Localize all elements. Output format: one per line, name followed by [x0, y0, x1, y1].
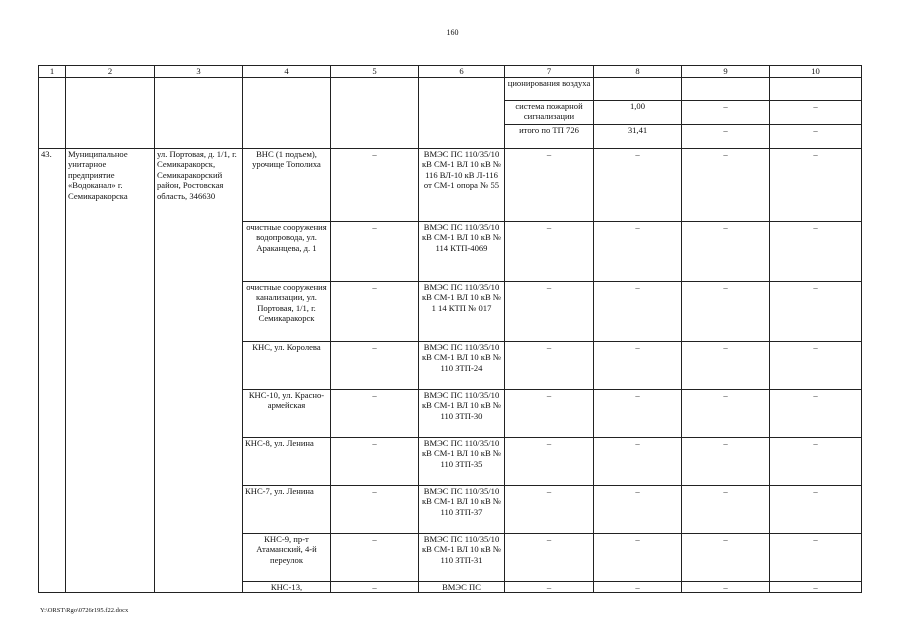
- carried-over-row: [39, 77, 862, 100]
- cell-col7: –: [505, 341, 594, 389]
- object-name: КНС, ул. Королева: [243, 341, 331, 389]
- power-source: ВМЭС ПС 110/35/10 кВ СМ-1 ВЛ 10 кВ № 1 14 КТП № 017: [419, 281, 505, 341]
- column-header: 3: [155, 66, 243, 78]
- empty-cell: [243, 77, 331, 148]
- cell-col5: –: [331, 485, 419, 533]
- table-row: [39, 148, 862, 221]
- cell-col7: ционирования воздуха: [505, 77, 594, 100]
- file-path-footer: Y:\ORST\Rgo\0726r195.f22.docx: [40, 607, 129, 614]
- cell-col7: –: [505, 581, 594, 593]
- empty-cell: [419, 77, 505, 148]
- empty-cell: [155, 77, 243, 148]
- cell-col7: –: [505, 281, 594, 341]
- column-number-row: [39, 66, 862, 78]
- empty-cell: [39, 77, 66, 148]
- cell-col10: –: [770, 581, 862, 593]
- column-header: 7: [505, 66, 594, 78]
- cell-col10: –: [770, 124, 862, 148]
- cell-col7: –: [505, 148, 594, 221]
- cell-col5: –: [331, 533, 419, 581]
- cell-col5: –: [331, 281, 419, 341]
- cell-col8: –: [594, 485, 682, 533]
- power-source: ВМЭС ПС 110/35/10 кВ СМ-1 ВЛ 10 кВ № 114 КТП-4069: [419, 221, 505, 281]
- cell-col8: –: [594, 533, 682, 581]
- cell-col10: –: [770, 221, 862, 281]
- cell-col7: –: [505, 533, 594, 581]
- power-source: ВМЭС ПС 110/35/10 кВ СМ-1 ВЛ 10 кВ № 110 ЗТП-37: [419, 485, 505, 533]
- cell-col7: система пожарной сигнализации: [505, 100, 594, 124]
- cell-col8: –: [594, 221, 682, 281]
- column-header: 6: [419, 66, 505, 78]
- cell-col8: [594, 77, 682, 100]
- object-name: КНС-8, ул. Ленина: [243, 437, 331, 485]
- cell-col10: –: [770, 100, 862, 124]
- cell-col8: 31,41: [594, 124, 682, 148]
- column-header: 1: [39, 66, 66, 78]
- object-name: очистные сооружения водопровода, ул. Араканцева, д. 1: [243, 221, 331, 281]
- cell-col10: –: [770, 281, 862, 341]
- object-name: КНС-9, пр-т Атаманский, 4-й переулок: [243, 533, 331, 581]
- cell-col9: –: [682, 124, 770, 148]
- cell-col9: –: [682, 341, 770, 389]
- cell-col9: –: [682, 485, 770, 533]
- cell-col5: –: [331, 221, 419, 281]
- cell-col9: –: [682, 533, 770, 581]
- empty-cell: [66, 77, 155, 148]
- power-source: ВМЭС ПС 110/35/10 кВ СМ-1 ВЛ 10 кВ № 110 ЗТП-30: [419, 389, 505, 437]
- cell-col9: –: [682, 581, 770, 593]
- column-header: 5: [331, 66, 419, 78]
- cell-col7: –: [505, 437, 594, 485]
- organization-name: Муниципальное унитарное предприятие «Водоканал» г. Семикаракорска: [66, 148, 155, 593]
- cell-col9: –: [682, 281, 770, 341]
- cell-col8: –: [594, 581, 682, 593]
- power-source: ВМЭС ПС 110/35/10 кВ СМ-1 ВЛ 10 кВ № 110 ЗТП-35: [419, 437, 505, 485]
- page-number: 160: [446, 28, 459, 37]
- cell-col9: –: [682, 389, 770, 437]
- cell-col10: –: [770, 437, 862, 485]
- cell-col8: –: [594, 281, 682, 341]
- object-name: очистные сооружения канализации, ул. Портовая, 1/1, г. Семикаракорск: [243, 281, 331, 341]
- column-header: 2: [66, 66, 155, 78]
- power-source: ВМЭС ПС: [419, 581, 505, 593]
- cell-col10: –: [770, 341, 862, 389]
- cell-col10: –: [770, 533, 862, 581]
- cell-col5: –: [331, 581, 419, 593]
- object-name: КНС-13,: [243, 581, 331, 593]
- cell-col8: –: [594, 389, 682, 437]
- column-header: 9: [682, 66, 770, 78]
- cell-col8: –: [594, 148, 682, 221]
- cell-col10: –: [770, 389, 862, 437]
- cell-col7: –: [505, 485, 594, 533]
- cell-col10: –: [770, 148, 862, 221]
- object-name: ВНС (1 подъем), урочище Тополиха: [243, 148, 331, 221]
- cell-col9: [682, 77, 770, 100]
- cell-col9: –: [682, 100, 770, 124]
- data-table: [38, 65, 862, 593]
- cell-col7: –: [505, 221, 594, 281]
- cell-col9: –: [682, 437, 770, 485]
- cell-col5: –: [331, 437, 419, 485]
- cell-col5: –: [331, 389, 419, 437]
- cell-col9: –: [682, 221, 770, 281]
- power-source: ВМЭС ПС 110/35/10 кВ СМ-1 ВЛ 10 кВ № 110 ЗТП-31: [419, 533, 505, 581]
- object-name: КНС-7, ул. Ленина: [243, 485, 331, 533]
- power-source: ВМЭС ПС 110/35/10 кВ СМ-1 ВЛ 10 кВ № 110 ЗТП-24: [419, 341, 505, 389]
- cell-col8: –: [594, 341, 682, 389]
- object-name: КНС-10, ул. Красно- армейская: [243, 389, 331, 437]
- cell-col9: –: [682, 148, 770, 221]
- cell-col10: –: [770, 485, 862, 533]
- cell-col5: –: [331, 148, 419, 221]
- power-source: ВМЭС ПС 110/35/10 кВ СМ-1 ВЛ 10 кВ № 116 ВЛ-10 кВ Л-116 от СМ-1 опора № 55: [419, 148, 505, 221]
- cell-col7: итого по ТП 726: [505, 124, 594, 148]
- column-header: 10: [770, 66, 862, 78]
- cell-col8: –: [594, 437, 682, 485]
- entry-number: 43.: [39, 148, 66, 593]
- cell-col10: [770, 77, 862, 100]
- column-header: 4: [243, 66, 331, 78]
- empty-cell: [331, 77, 419, 148]
- cell-col7: –: [505, 389, 594, 437]
- organization-address: ул. Портовая, д. 1/1, г. Семикаракорск, Семикаракорский район, Ростовская область, 346630: [155, 148, 243, 593]
- cell-col5: –: [331, 341, 419, 389]
- column-header: 8: [594, 66, 682, 78]
- cell-col8: 1,00: [594, 100, 682, 124]
